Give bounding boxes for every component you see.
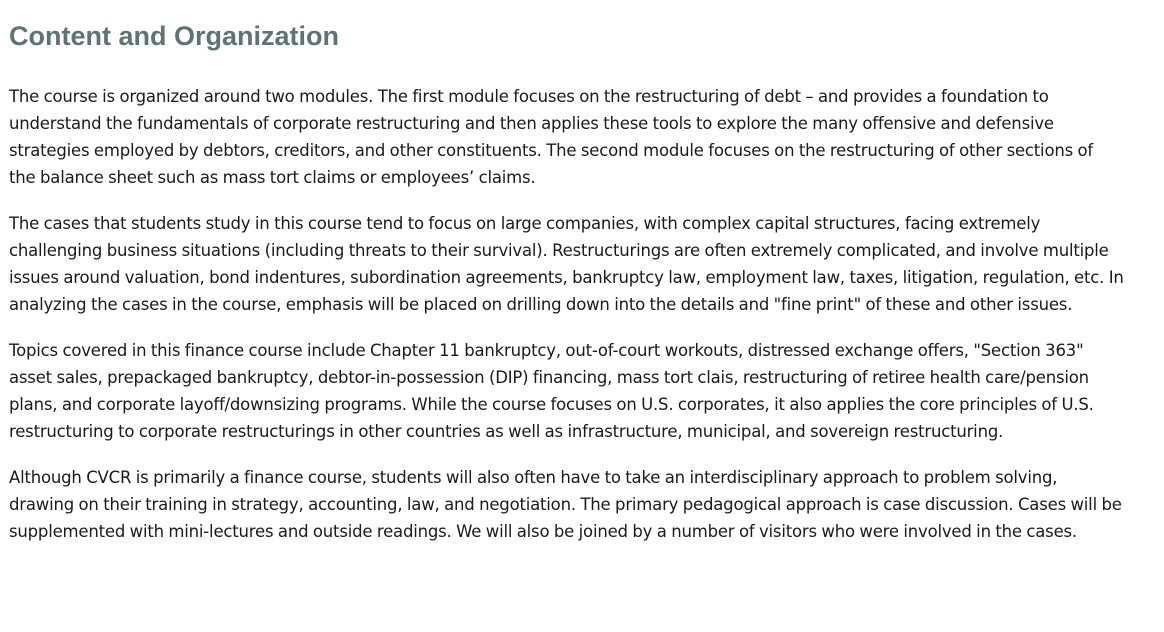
paragraph-approach: Although CVCR is primarily a finance course, students will also often have to take an interdisciplinary approach to problem solving, drawing on their training in strategy, accounting, law, and negotiation. The primary pedagogical approach is case discussion. Cases will be supplemented with mini-lectures and outside readings. We will also be joined by a number of visitors who were involved in the cases. — [9, 468, 1122, 541]
paragraph-topics: Topics covered in this finance course include Chapter 11 bankruptcy, out-of-court workouts, distressed exchange offers, "Section 363" asset sales, prepackaged bankruptcy, debtor-in-possession (DIP) financing, mass tort clais, restructuring of retiree health care/pension plans, and corporate layoff/downsizing programs. While the course focuses on U.S. corporates, it also applies the core principles of U.S. restructuring to corporate restructurings in other countries as well as infrastructure, municipal, and sovereign restructuring. — [9, 341, 1094, 441]
section-heading: Content and Organization — [9, 21, 339, 51]
paragraph-cases: The cases that students study in this course tend to focus on large companies, with complex capital structures, facing extremely challenging business situations (including threats to their survival). Restructurings are often extremely complicated, and involve multiple issues around valuation, bond indentures, subordination agreements, bankruptcy law, employment law, taxes, litigation, regulation, etc. In analyzing the cases in the course, emphasis will be placed on drilling down into the details and "fine print" of these and other issues. — [9, 214, 1124, 314]
paragraph-modules: The course is organized around two modules. The first module focuses on the restructuring of debt – and provides a foundation to understand the fundamentals of corporate restructuring and then applies these tools to explore the many offensive and defensive strategies employed by debtors, creditors, and other constituents. The second module focuses on the restructuring of other sections of the balance sheet such as mass tort claims or employees’ claims. — [9, 87, 1094, 187]
